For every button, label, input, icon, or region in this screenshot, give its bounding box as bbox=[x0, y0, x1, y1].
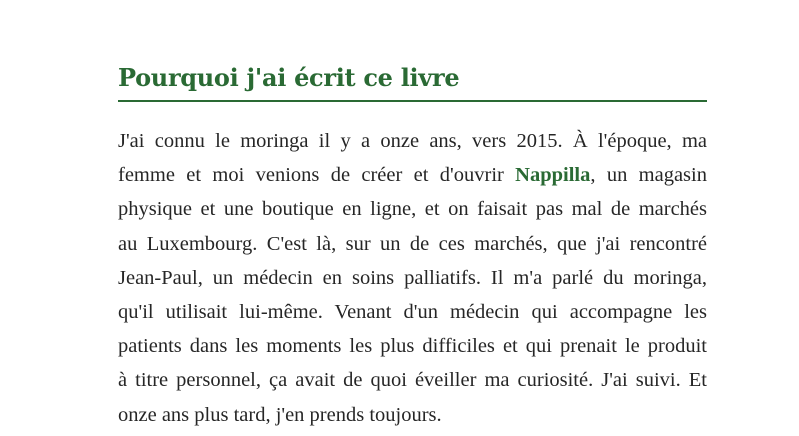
section-heading: Pourquoi j'ai écrit ce livre bbox=[118, 63, 460, 92]
paragraph-line: qu'il utilisait lui-même. Venant d'un médecin qui accompagne les bbox=[118, 300, 707, 323]
paragraph-line bbox=[118, 158, 707, 192]
paragraph-line: onze ans plus tard, j'en prends toujours. bbox=[118, 403, 442, 426]
paragraph-line: J'ai connu le moringa il y a onze ans, vers 2015. À l'époque, ma bbox=[118, 130, 707, 152]
paragraph-line: à titre personnel, ça avait de quoi éveiller ma curiosité. J'ai suivi. Et bbox=[118, 369, 707, 392]
paragraph-line: physique et une boutique en ligne, et on faisait pas mal de marchés bbox=[118, 198, 707, 221]
brand-name: Nappilla bbox=[515, 164, 591, 187]
heading-underline bbox=[118, 100, 707, 102]
paragraph-line: patients dans les moments les plus difficiles et qui prenait le produit bbox=[118, 335, 707, 358]
paragraph-line: Jean-Paul, un médecin en soins palliatifs. Il m'a parlé du moringa, bbox=[118, 266, 707, 289]
body-paragraph bbox=[118, 124, 707, 432]
paragraph-line: au Luxembourg. C'est là, sur un de ces marchés, que j'ai rencontré bbox=[118, 232, 707, 255]
line-text: , un magasin bbox=[590, 164, 707, 187]
line-text: femme et moi venions de créer et d'ouvrir bbox=[118, 164, 516, 187]
